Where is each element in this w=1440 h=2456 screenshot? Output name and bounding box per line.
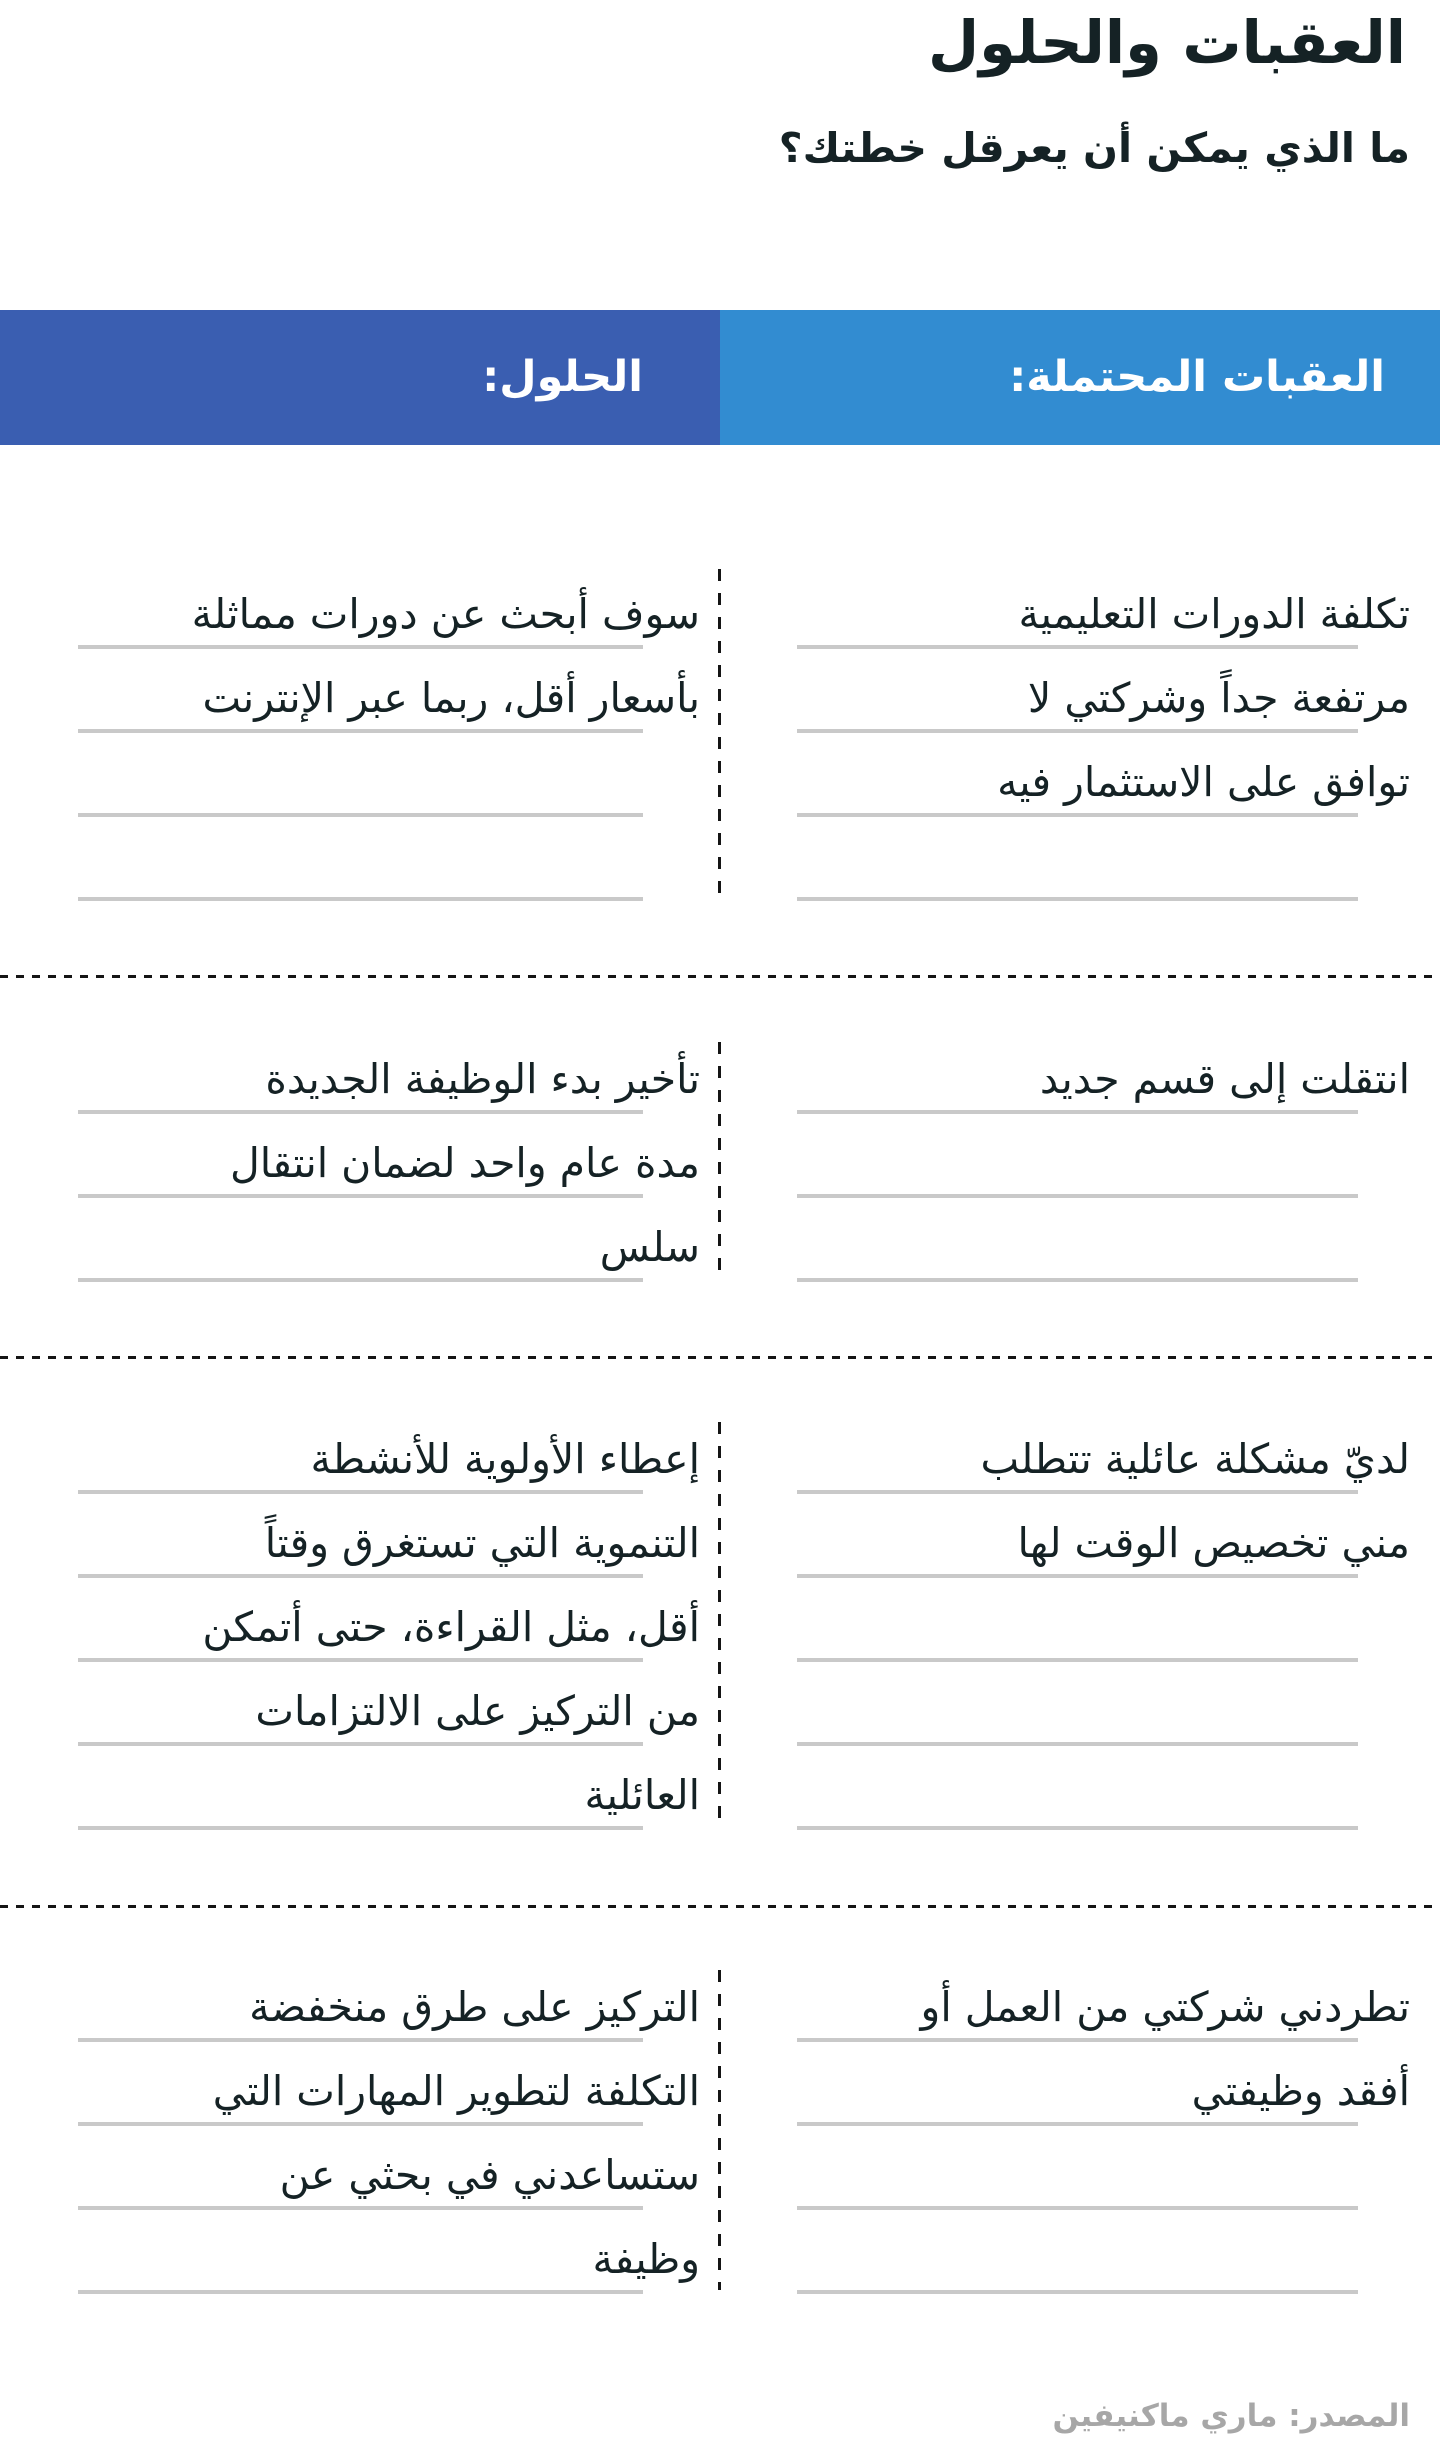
solutions-header-bar (0, 310, 720, 445)
ruled-line (720, 1578, 1440, 1662)
solution-text-line: سوف أبحث عن دورات مماثلة (191, 590, 700, 638)
ruled-line (720, 565, 1440, 649)
ruled-line (0, 1746, 720, 1830)
solution-text-line: التنموية التي تستغرق وقتاً (264, 1519, 700, 1567)
ruled-line (720, 1114, 1440, 1198)
ruled-line (0, 1030, 720, 1114)
obstacle-text-line: تكلفة الدورات التعليمية (1018, 590, 1410, 638)
ruled-line (0, 649, 720, 733)
solution-cell-1 (0, 565, 720, 901)
ruled-line (0, 1958, 720, 2042)
ruled-line (720, 1410, 1440, 1494)
ruled-line (0, 1410, 720, 1494)
ruled-line (720, 1746, 1440, 1830)
solution-text-line: تأخير بدء الوظيفة الجديدة (265, 1055, 700, 1103)
ruled-line (0, 1494, 720, 1578)
obstacle-text-line: تطردني شركتي من العمل أو (920, 1983, 1410, 2031)
ruled-line (720, 1198, 1440, 1282)
ruled-line (0, 1662, 720, 1746)
column-header-bars (0, 310, 1440, 445)
solution-text-line: بأسعار أقل، ربما عبر الإنترنت (202, 674, 700, 722)
obstacle-text-line: انتقلت إلى قسم جديد (1039, 1055, 1410, 1103)
row-separator-dashed (0, 1356, 1440, 1359)
ruled-line (720, 733, 1440, 817)
obstacle-text-line: مني تخصيص الوقت لها (1017, 1519, 1410, 1567)
obstacle-cell-3 (720, 1410, 1440, 1830)
ruled-line (720, 2042, 1440, 2126)
solution-text-line: أقل، مثل القراءة، حتى أتمكن (202, 1603, 700, 1651)
row-separator-dashed (0, 1905, 1440, 1908)
ruled-line (720, 1030, 1440, 1114)
solution-cell-4 (0, 1958, 720, 2294)
column-divider-dashed (718, 1970, 721, 2290)
obstacles-header-label: العقبات المحتملة: (1009, 352, 1385, 402)
ruled-line (720, 2126, 1440, 2210)
ruled-line (0, 2126, 720, 2210)
solution-cell-2 (0, 1030, 720, 1282)
column-divider-dashed (718, 1422, 721, 1826)
obstacle-text-line: توافق على الاستثمار فيه (997, 758, 1410, 806)
ruled-line (720, 649, 1440, 733)
ruled-line (0, 733, 720, 817)
obstacle-cell-2 (720, 1030, 1440, 1282)
solution-text-line: التركيز على طرق منخفضة (249, 1983, 700, 2031)
ruled-line (0, 565, 720, 649)
ruled-line (720, 1958, 1440, 2042)
solution-text-line: مدة عام واحد لضمان انتقال (229, 1139, 700, 1187)
solution-text-line: من التركيز على الالتزامات (255, 1687, 700, 1735)
ruled-line (0, 1114, 720, 1198)
page-subtitle: ما الذي يمكن أن يعرقل خطتك؟ (778, 124, 1410, 172)
ruled-line (0, 1198, 720, 1282)
solution-cell-3 (0, 1410, 720, 1830)
column-divider-dashed (718, 569, 721, 897)
column-divider-dashed (718, 1042, 721, 1276)
solutions-header-label: الحلول: (482, 352, 643, 402)
solution-text-line: سلس (599, 1223, 700, 1271)
solution-text-line: وظيفة (592, 2235, 700, 2283)
source-credit: المصدر: ماري ماكنيفين (1052, 2398, 1410, 2434)
ruled-line (720, 1662, 1440, 1746)
ruled-line (0, 2210, 720, 2294)
row-separator-dashed (0, 975, 1440, 978)
solution-text-line: العائلية (584, 1771, 700, 1819)
obstacles-header-bar (720, 310, 1440, 445)
obstacle-text-line: مرتفعة جداً وشركتي لا (1027, 674, 1410, 722)
ruled-line (720, 2210, 1440, 2294)
page-title: العقبات والحلول (927, 8, 1406, 77)
ruled-line (0, 2042, 720, 2126)
ruled-line (720, 1494, 1440, 1578)
obstacle-cell-4 (720, 1958, 1440, 2294)
obstacle-text-line: أفقد وظيفتي (1191, 2067, 1410, 2115)
ruled-line (720, 817, 1440, 901)
solution-text-line: التكلفة لتطوير المهارات التي (212, 2067, 700, 2115)
solution-text-line: ستساعدني في بحثي عن (279, 2151, 700, 2199)
obstacle-cell-1 (720, 565, 1440, 901)
obstacle-text-line: لديّ مشكلة عائلية تتطلب (980, 1435, 1410, 1483)
ruled-line (0, 817, 720, 901)
solution-text-line: إعطاء الأولوية للأنشطة (310, 1435, 700, 1483)
ruled-line (0, 1578, 720, 1662)
